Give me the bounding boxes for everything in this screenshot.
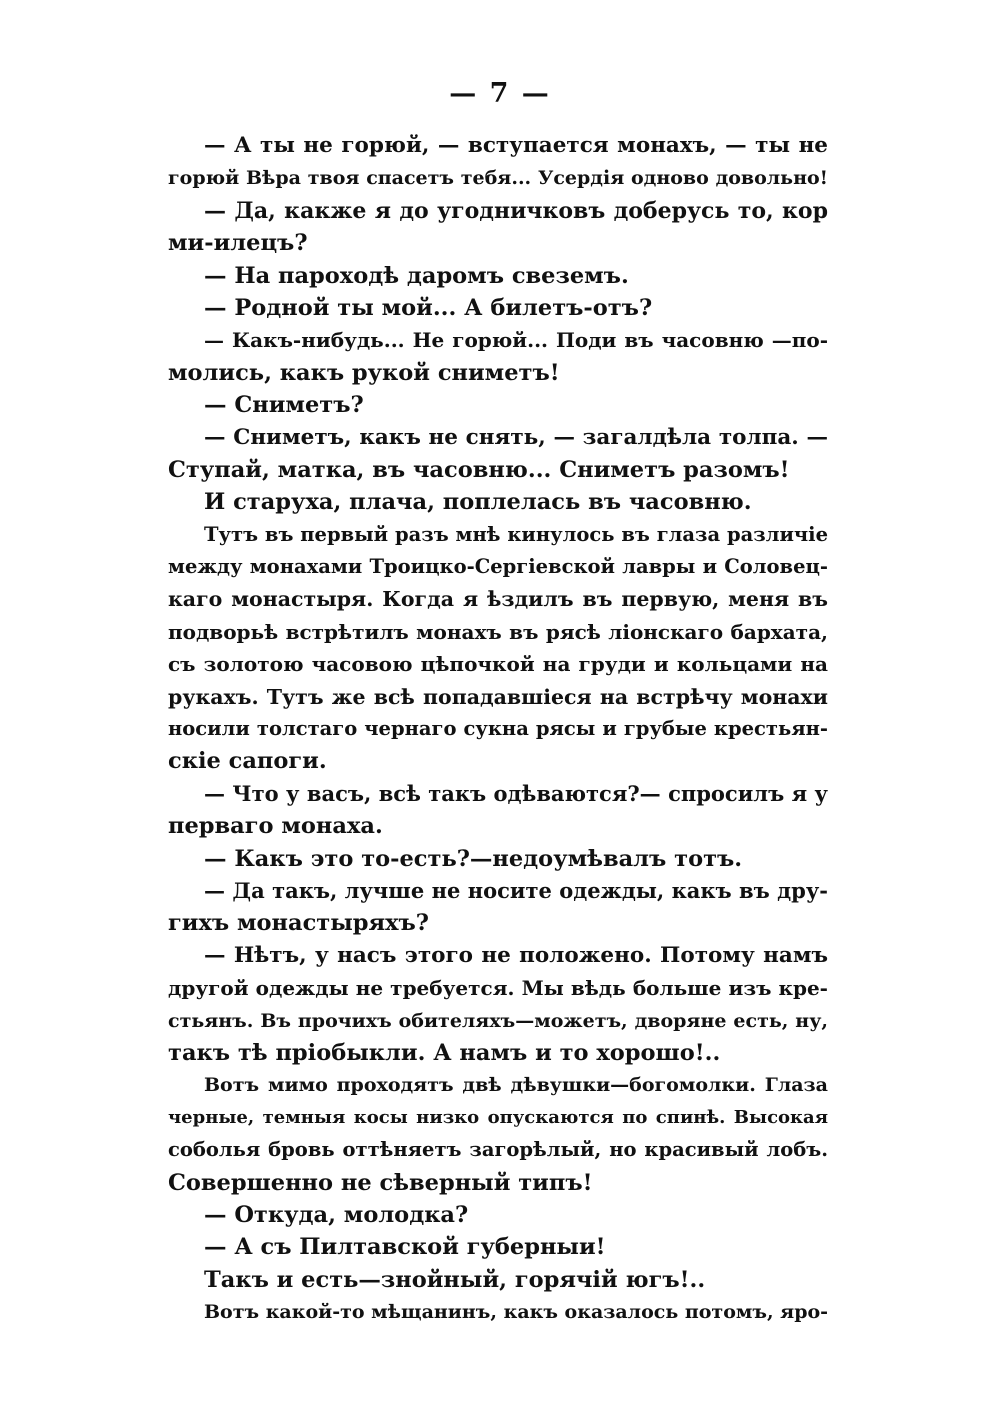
text-line: — Родной ты мой... А билетъ-отъ? [204,294,653,321]
text-line: — Какъ-нибудь... Не горюй... Поди въ часовню —по- [204,328,828,353]
text-block [168,130,828,1328]
text-line: гихъ монастыряхъ? [168,910,429,937]
text-line: соболья бровь оттѣняетъ загорѣлый, но красивый лобъ. [168,1138,828,1162]
text-line: стьянъ. Въ прочихъ обителяхъ—можетъ, дворяне есть, ну, [168,1009,828,1032]
text-line: Совершенно не сѣверный типъ! [168,1169,593,1196]
text-line: Вотъ мимо проходятъ двѣ дѣвушки—богомолки. Глаза [204,1074,828,1097]
text-line: Ступай, матка, въ часовню... Сниметъ разомъ! [168,456,790,483]
text-line: Вотъ какой-то мѣщанинъ, какъ оказалось потомъ, яро- [204,1301,829,1324]
text-line: рукахъ. Тутъ же всѣ попадавшіеся на встрѣчу монахи [168,684,828,709]
text-line: Такъ и есть—знойный, горячій югъ!.. [204,1266,706,1293]
text-line: черные, темныя косы низко опускаются по спинѣ. Высокая [168,1106,828,1128]
text-line: перваго монаха. [168,813,383,840]
text-line: Тутъ въ первый разъ мнѣ кинулось въ глаза различіе [204,522,828,546]
text-line: — Да такъ, лучше не носите одежды, какъ въ дру- [204,877,828,903]
text-line: такъ тѣ пріобыкли. А намъ и то хорошо!.. [168,1039,721,1066]
text-line: — На пароходѣ даромъ свеземъ. [204,262,629,289]
text-line: — Да, какже я до угодничковъ доберусь то, кор [204,197,828,224]
text-line: — А ты не горюй, — вступается монахъ, — ты не [204,133,828,158]
text-line: другой одежды не требуется. Мы вѣдь больше изъ кре- [168,976,828,1001]
text-line: — Что у васъ, всѣ такъ одѣваются?— спросилъ я у [204,780,828,806]
text-line: — Откуда, молодка? [204,1201,469,1228]
text-line: — А съ Пилтавской губерныи! [204,1234,606,1261]
text-line: — Сниметъ, какъ не снять, — загалдѣла толпа. — [204,424,828,450]
text-line: подворьѣ встрѣтилъ монахъ въ рясѣ ліонскаго бархата, [168,619,828,644]
text-line: каго монастыря. Когда я ѣздилъ въ первую, меня въ [168,587,828,612]
text-line: И старуха, плача, поплелась въ часовню. [204,489,752,516]
page-number: — 7 — [449,78,551,109]
text-line: носили толстаго чернаго сукна рясы и грубые крестьян- [168,717,828,741]
text-line: между монахами Троицко-Сергіевской лавры и Соловец- [168,555,828,579]
text-line: скіе сапоги. [168,748,327,775]
text-line: молись, какъ рукой сниметъ! [168,359,560,386]
text-line: горюй Вѣра твоя спасетъ тебя... Усердія одново довольно! [168,167,828,190]
text-line: — Нѣтъ, у насъ этого не положено. Потому намъ [204,942,828,968]
text-line: — Сниметъ? [204,392,364,419]
text-line: съ золотою часовою цѣпочкой на груди и кольцами на [168,652,828,677]
text-line: ми-илецъ? [168,230,308,257]
text-line: — Какъ это то-есть?—недоумѣвалъ тотъ. [204,845,743,872]
